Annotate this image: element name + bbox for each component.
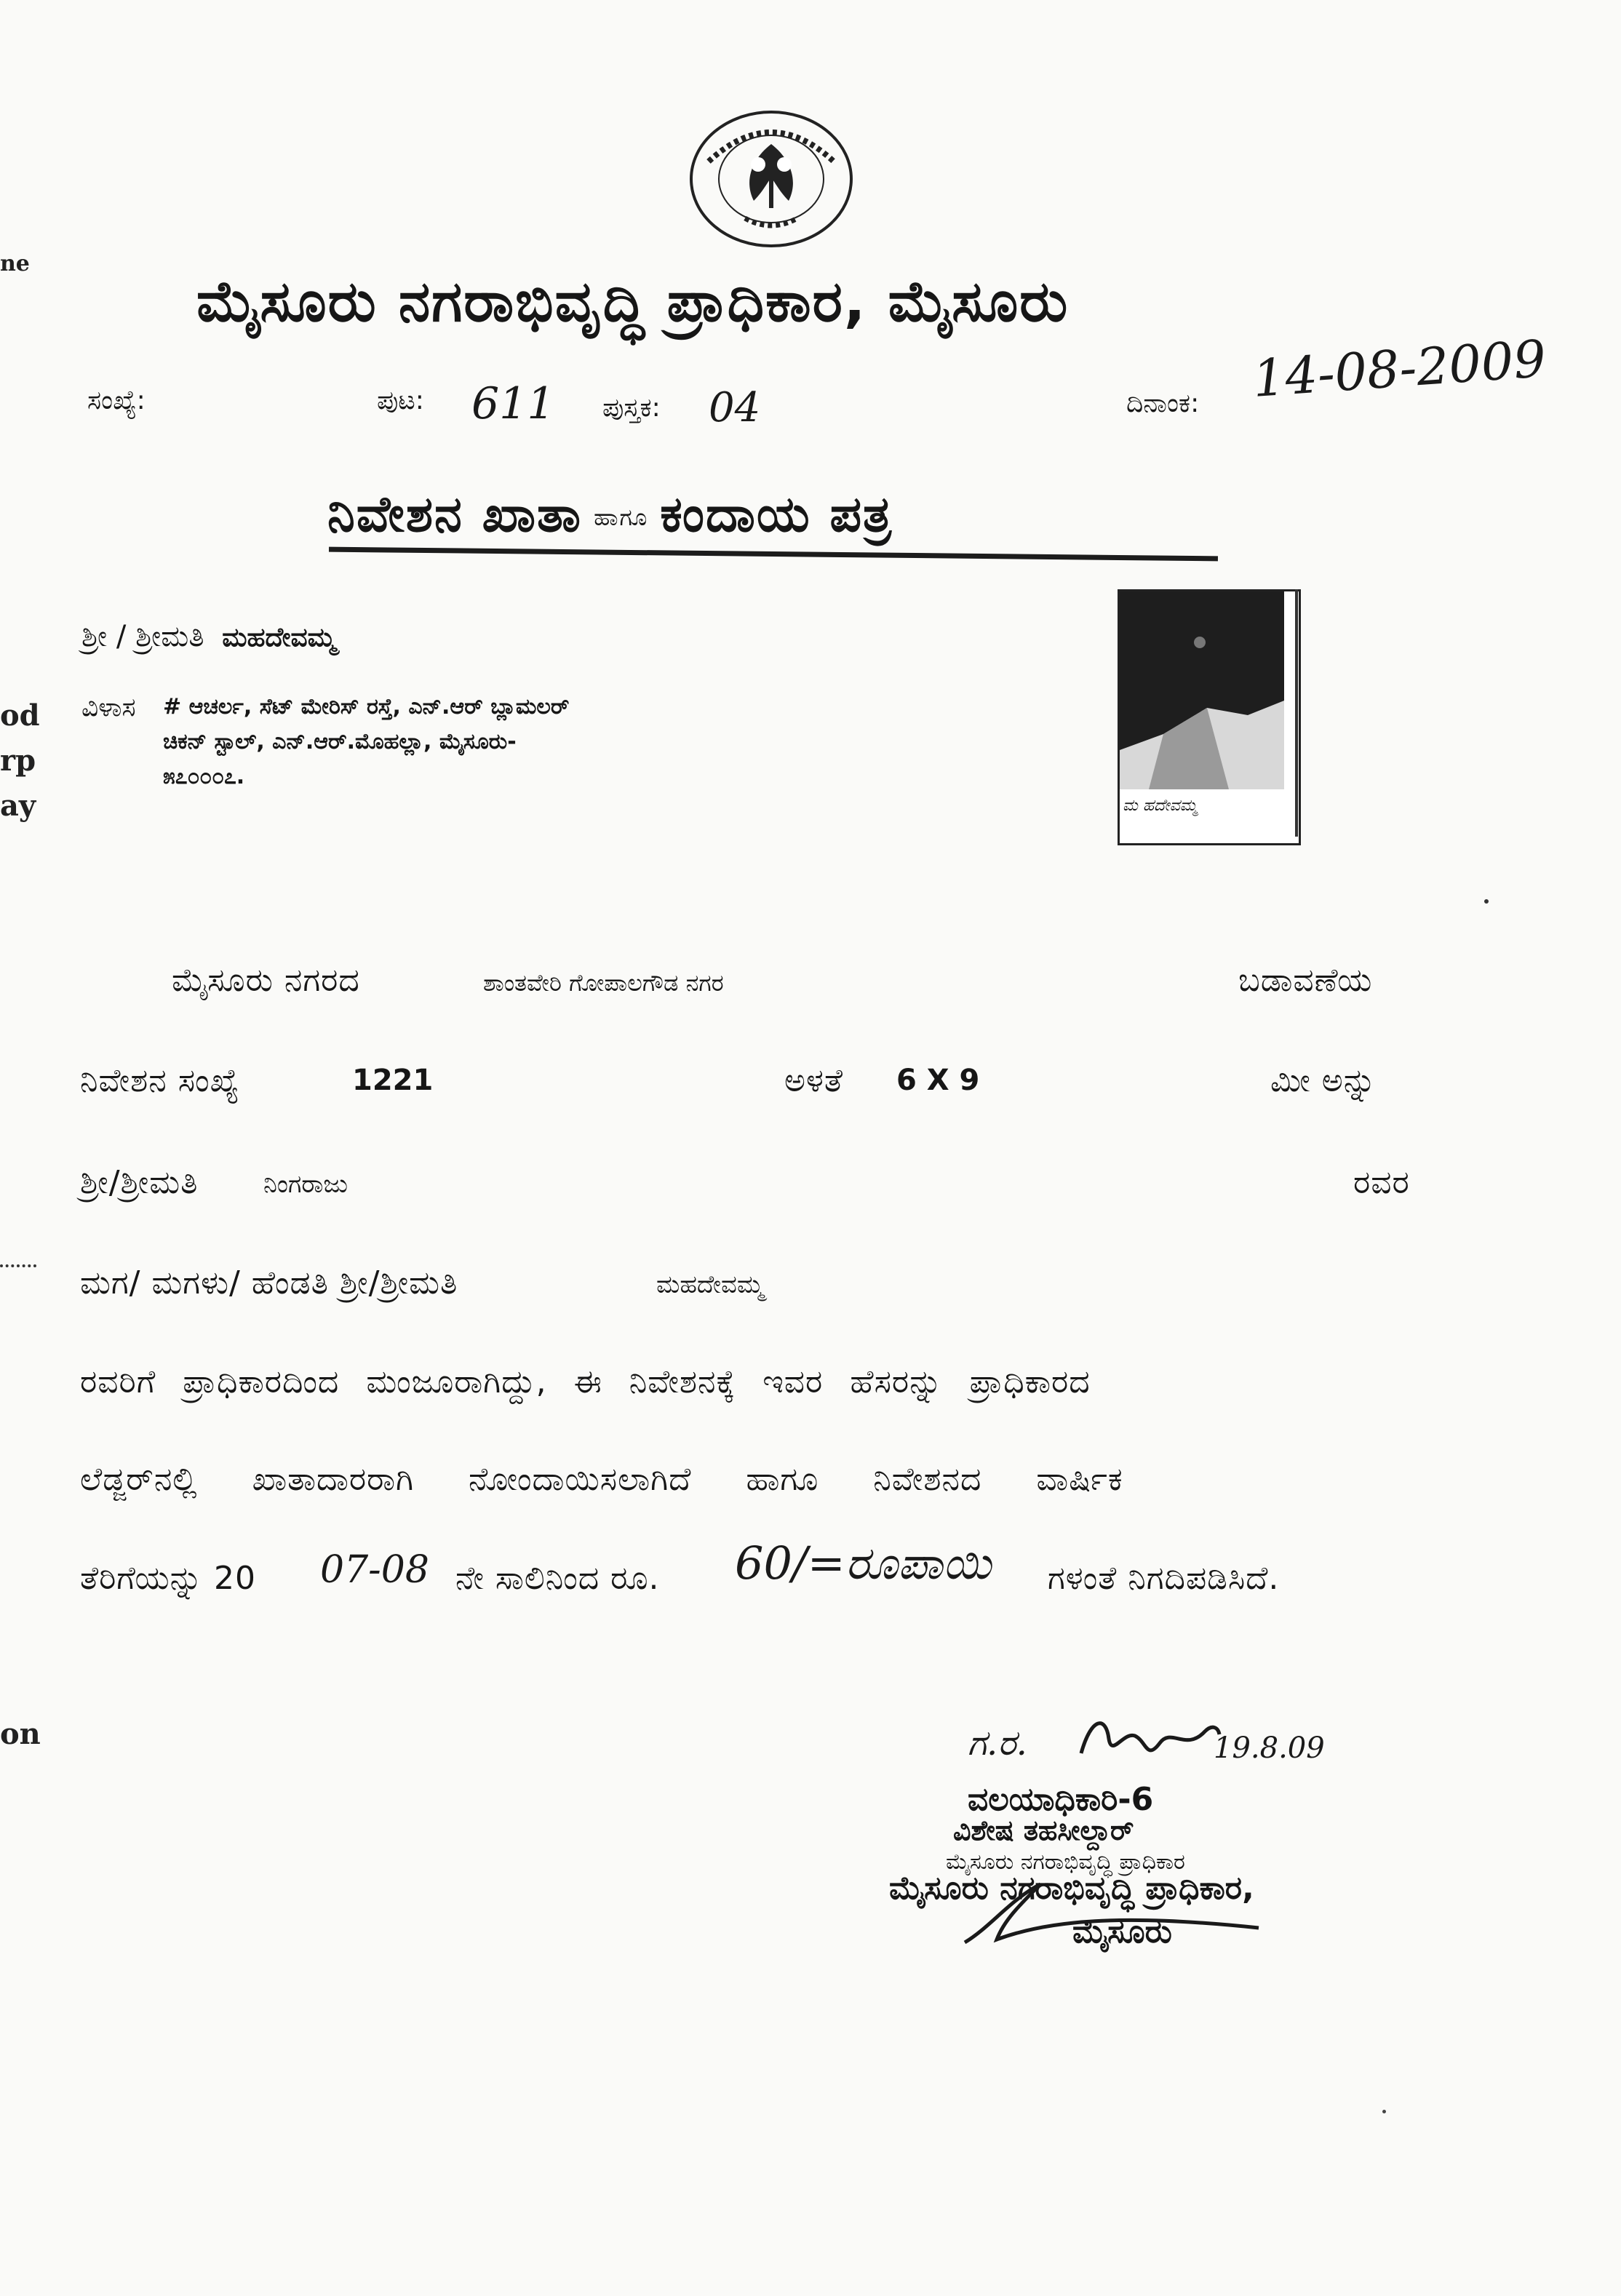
subtitle-part1: ನಿವೇಶನ ಖಾತಾ (327, 486, 583, 543)
book-label: ಪುಸ್ತಕ: (602, 393, 661, 423)
holder-name: ಮಹದೇವಮ್ಮ (222, 623, 336, 653)
layout-name: ಶಾಂತವೇರಿ ಗೋಪಾಲಗೌಡ ನಗರ (483, 969, 724, 997)
size-label: ಅಳತೆ (784, 1062, 843, 1099)
stray-mark (1382, 2110, 1386, 2113)
handwritten-signature (1077, 1710, 1222, 1768)
father-name: ನಿಂಗರಾಜು (263, 1170, 349, 1199)
number-label: ಸಂಖ್ಯೆ: (87, 386, 146, 415)
body-line-5: ರವರಿಗೆ ಪ್ರಾಧಿಕಾರದಿಂದ ಮಂಜೂರಾಗಿದ್ದು, ಈ ನಿವೇಶನಕ್ಕೆ ಇವರ ಹೆಸರನ್ನು ಪ್ರಾಧಿಕಾರದ (80, 1363, 1091, 1400)
subtitle-conjunction: ಹಾಗೂ (594, 503, 649, 531)
address-line-3: ೫೭೦೦೦೭. (163, 764, 245, 789)
body-line-7a: ತೆರಿಗೆಯನ್ನು 20 (80, 1560, 256, 1597)
edge-fragment: od (0, 698, 40, 733)
edge-fragment: ne (0, 251, 30, 276)
subtitle-part2: ಕಂದಾಯ ಪತ್ರ (660, 486, 893, 543)
body-line-7b: ನೇ ಸಾಲಿನಿಂದ ರೂ. (455, 1560, 660, 1597)
relation-name: ಮಹದೇವಮ್ಮ (656, 1270, 764, 1299)
page-value: 611 (471, 378, 555, 429)
relation-label: ಮಗ/ ಮಗಳು/ ಹೆಂಡತಿ ಶ್ರೀ/ಶ್ರೀಮತಿ (80, 1264, 458, 1302)
father-label: ಶ್ರೀ/ಶ್ರೀಮತಿ (80, 1164, 199, 1201)
signature-scribble (960, 1870, 1266, 1950)
stamp-line-1: ವಲಯಾಧಿಕಾರಿ-6 (968, 1781, 1154, 1818)
date-value: 14-08-2009 (1251, 328, 1548, 409)
body-line-7c: ಗಳಂತೆ ನಿಗದಿಪಡಿಸಿದೆ. (1048, 1560, 1280, 1597)
holder-label: ಶ್ರೀ / ಶ್ರೀಮತಿ (81, 620, 204, 653)
signature-initials: ಗ.ರ. (968, 1723, 1027, 1763)
address-line-2: ಚಿಕನ್ ಸ್ಟಾಲ್, ಎನ್.ಆರ್.ಮೊಹಲ್ಲಾ, ಮೈಸೂರು- (163, 729, 517, 754)
photo-caption: ಮ ಹದೇವಮ್ಮ (1123, 797, 1198, 815)
document-subtitle (327, 486, 893, 544)
photo-edge-line (1295, 589, 1298, 837)
page-label: ಪುಟ: (377, 386, 424, 415)
date-label: ದಿನಾಂಕ: (1126, 388, 1200, 418)
address-label: ವಿಳಾಸ (81, 693, 136, 722)
body-line-3-suffix: ರವರ (1353, 1164, 1410, 1201)
tax-start-year: 07-08 (320, 1548, 429, 1592)
address-line-1: # ಆಚರ್ಲ, ಸೆಟ್ ಮೇರಿಸ್ ರಸ್ತೆ, ಎನ್.ಆರ್ ಬ್ಲಾಮಲರ್ (163, 694, 570, 720)
size-value: 6 X 9 (896, 1064, 980, 1097)
document-title: ಮೈಸೂರು ನಗರಾಭಿವೃದ್ಧಿ ಪ್ರಾಧಿಕಾರ, ಮೈಸೂರು (196, 269, 1070, 335)
site-label: ನಿವೇಶನ ಸಂಖ್ಯೆ (80, 1062, 240, 1099)
stamp-line-5: ಮೈಸೂರು (1072, 1913, 1172, 1950)
body-line-6: ಲೆಡ್ಜರ್‌ನಲ್ಲಿ ಖಾತಾದಾರರಾಗಿ ನೋಂದಾಯಿಸಲಾಗಿದೆ ಹಾಗೂ ನಿವೇಶನದ ವಾರ್ಷಿಕ (80, 1461, 1123, 1498)
edge-fragment: on (0, 1717, 41, 1751)
edge-dots (0, 1264, 36, 1267)
stamp-line-4: ಮೈಸೂರು ನಗರಾಭಿವೃದ್ಧಿ ಪ್ರಾಧಿಕಾರ, (889, 1870, 1254, 1907)
holder-photo (1118, 589, 1301, 845)
stamp-line-2: ವಿಶೇಷ ತಹಸೀಲ್ದಾರ್ (953, 1814, 1134, 1846)
book-value: 04 (709, 384, 761, 431)
unit-label: ಮೀ ಅನ್ನು (1270, 1062, 1377, 1099)
subtitle-underline (329, 547, 1218, 562)
photo-image (1120, 591, 1284, 789)
edge-fragment: rp (0, 744, 36, 778)
stray-mark (1484, 899, 1489, 904)
body-line-1-suffix: ಬಡಾವಣೆಯ (1238, 962, 1373, 999)
site-number: 1221 (352, 1064, 434, 1097)
signature-date: 19.8.09 (1214, 1731, 1325, 1765)
tax-amount: 60/=ರೂಪಾಯಿ (735, 1536, 992, 1590)
edge-fragment: ay (0, 789, 36, 823)
authority-seal-logo (687, 108, 856, 250)
body-line-1-prefix: ಮೈಸೂರು ನಗರದ (172, 962, 360, 999)
stamp-line-3: ಮೈಸೂರು ನಗರಾಭಿವೃದ್ಧಿ ಪ್ರಾಧಿಕಾರ (946, 1849, 1185, 1875)
holder-line (81, 620, 336, 653)
